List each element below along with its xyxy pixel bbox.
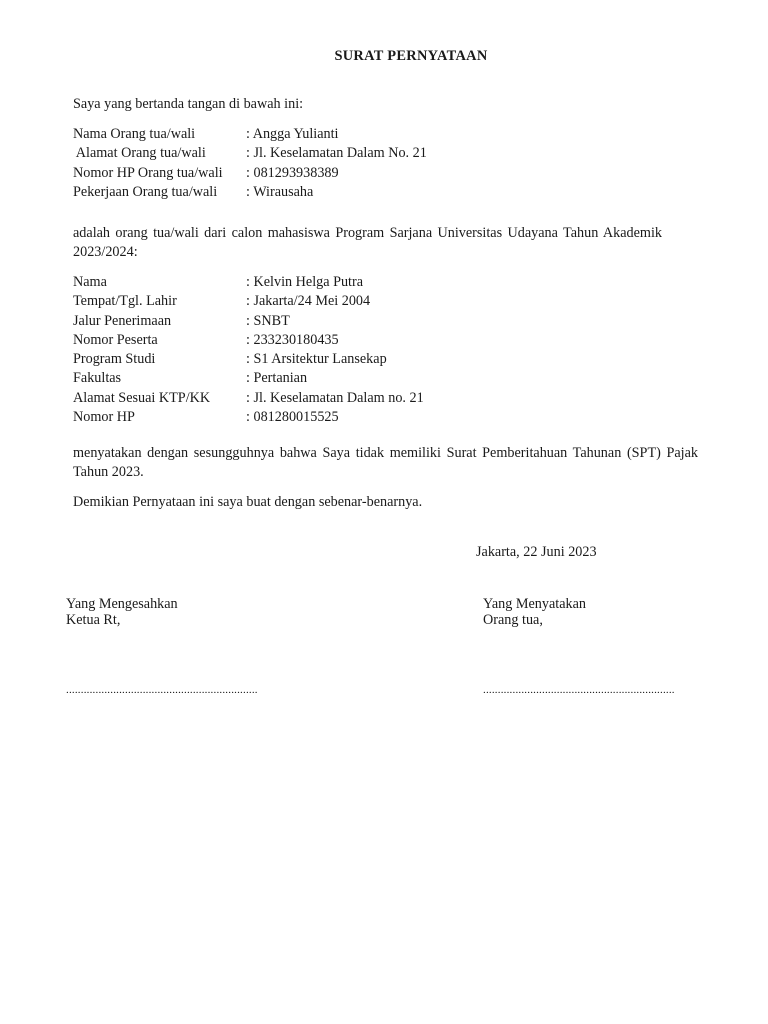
- signature-left-line: .................................................................: [66, 684, 258, 696]
- parent-field-label: Nama Orang tua/wali: [73, 126, 196, 142]
- student-field-value: : SNBT: [246, 312, 290, 329]
- student-field-value: : Jakarta/24 Mei 2004: [246, 293, 371, 310]
- student-field-value: : 233230180435: [246, 331, 339, 348]
- signature-left-title: Yang Mengesahkan: [66, 596, 178, 612]
- student-field-label: Program Studi: [73, 351, 156, 368]
- signature-right-line: .................................................................: [483, 684, 675, 696]
- parent-field-label: Pekerjaan Orang tua/wali: [73, 183, 218, 200]
- parent-field-value: : Jl. Keselamatan Dalam No. 21: [246, 145, 427, 162]
- student-field-label: Tempat/Tgl. Lahir: [73, 293, 177, 310]
- student-field-value: : S1 Arsitektur Lansekap: [246, 351, 387, 368]
- student-field-value: : Pertanian: [246, 370, 308, 387]
- student-field-value: : Kelvin Helga Putra: [246, 274, 364, 290]
- statement-student-intro: adalah orang tua/wali dari calon mahasiswa Program Sarjana Universitas Udayana Tahun Akademik 2023/2024:: [73, 225, 662, 261]
- signature-left-role: Ketua Rt,: [66, 612, 121, 628]
- place-date: Jakarta, 22 Juni 2023: [476, 544, 597, 560]
- document-title: SURAT PERNYATAAN: [334, 48, 488, 64]
- student-field-label: Nomor Peserta: [73, 331, 158, 348]
- parent-field-label: Alamat Orang tua/wali: [73, 145, 206, 162]
- signature-right-role: Orang tua,: [483, 612, 543, 628]
- parent-field-value: : 081293938389: [246, 164, 339, 181]
- closing-text: Demikian Pernyataan ini saya buat dengan sebenar-benarnya.: [73, 494, 423, 510]
- student-field-label: Nama: [73, 274, 107, 290]
- parent-field-value: : Angga Yulianti: [246, 126, 339, 142]
- student-field-label: Alamat Sesuai KTP/KK: [73, 389, 211, 406]
- student-field-value: : 081280015525: [246, 409, 339, 426]
- student-field-value: : Jl. Keselamatan Dalam no. 21: [246, 389, 424, 406]
- intro-text: Saya yang bertanda tangan di bawah ini:: [73, 96, 304, 112]
- student-field-label: Nomor HP: [73, 409, 135, 426]
- statement-no-spt: menyatakan dengan sesungguhnya bahwa Saya tidak memiliki Surat Pemberitahuan Tahunan (SPT) Pajak Tahun 2023.: [73, 445, 698, 481]
- signature-right-title: Yang Menyatakan: [483, 596, 586, 612]
- student-field-label: Jalur Penerimaan: [73, 312, 172, 329]
- student-field-label: Fakultas: [73, 370, 122, 387]
- parent-field-label: Nomor HP Orang tua/wali: [73, 164, 223, 181]
- parent-field-value: : Wirausaha: [246, 183, 314, 200]
